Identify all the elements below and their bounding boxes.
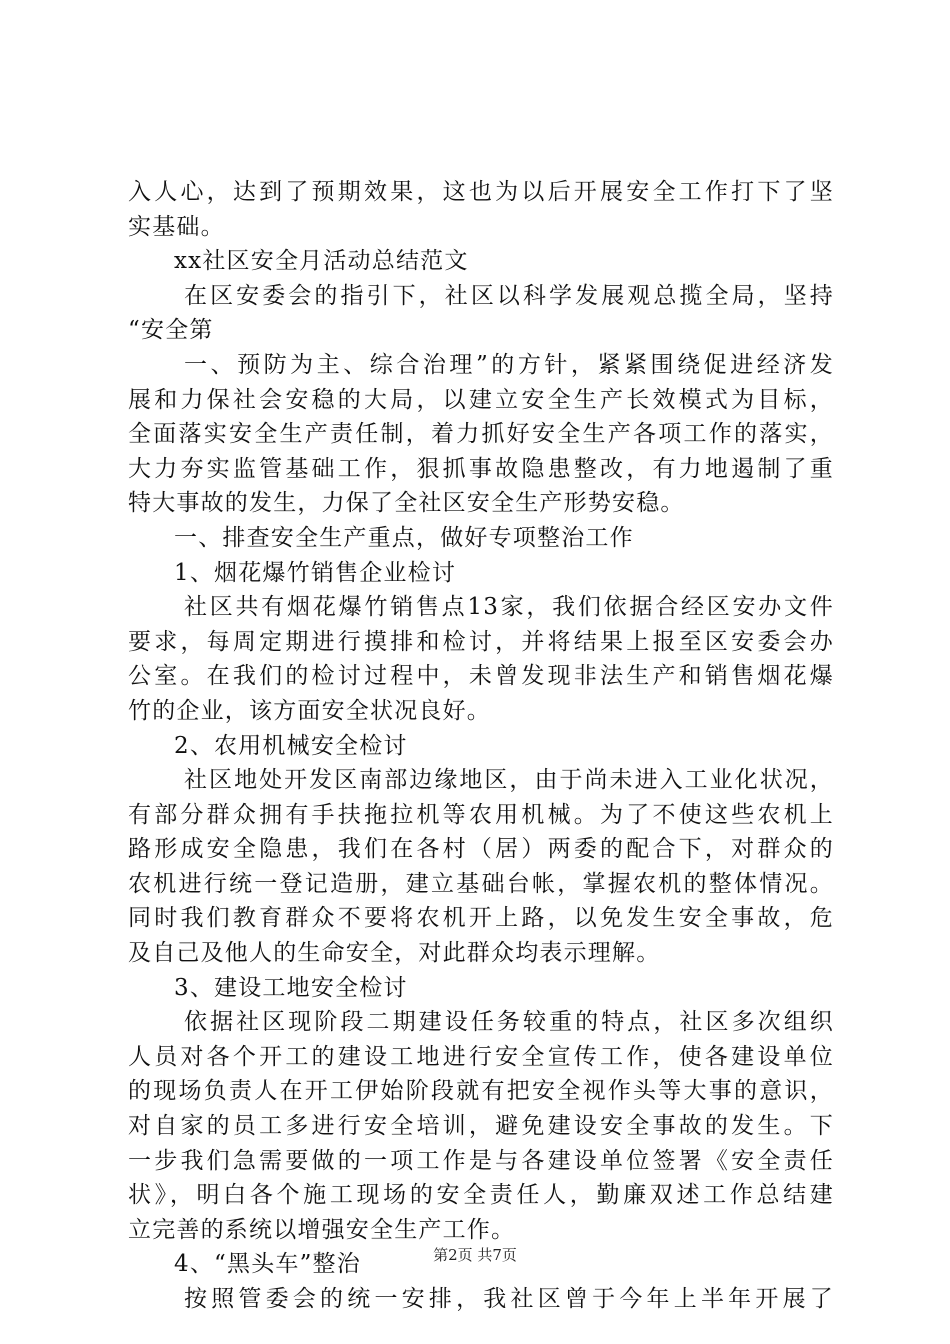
text-line: “安全第 [128, 317, 214, 344]
text-line: 展和力保社会安稳的大局，以建立安全生产长效模式为目标， [128, 386, 834, 413]
text-line: 状》，明白各个施工现场的安全责任人，勤廉双述工作总结建 [128, 1182, 834, 1209]
text-line: 要求，每周定期进行摸排和检讨，并将结果上报至区安委会办 [128, 628, 834, 655]
text-line: 路形成安全隐患，我们在各村（居）两委的配合下，对群众的 [128, 836, 834, 863]
text-line: 一步我们急需要做的一项工作是与各建设单位签署《安全责任 [128, 1147, 834, 1174]
text-line: 全面落实安全生产责任制，着力抓好安全生产各项工作的落实， [128, 421, 834, 448]
text-line: 社区共有烟花爆竹销售点13家，我们依据合经区安办文件 [184, 594, 834, 621]
text-line: 一、预防为主、综合治理”的方针，紧紧围绕促进经济发 [184, 351, 834, 378]
text-line: 3、建设工地安全检讨 [174, 974, 408, 1001]
text-line: 在区安委会的指引下，社区以科学发展观总揽全局，坚持 [184, 282, 834, 309]
text-line: 同时我们教育群众不要将农机开上路，以免发生安全事故，危 [128, 905, 834, 932]
text-line: 按照管委会的统一安排，我社区曾于今年上半年开展了 [184, 1286, 834, 1312]
text-line: 竹的企业，该方面安全状况良好。 [128, 697, 491, 724]
text-line: 有部分群众拥有手扶拖拉机等农用机械。为了不使这些农机上 [128, 801, 834, 828]
text-line: 立完善的系统以增强安全生产工作。 [128, 1216, 516, 1243]
text-line: 依据社区现阶段二期建设任务较重的特点，社区多次组织 [184, 1009, 834, 1036]
text-line: 及自己及他人的生命安全，对此群众均表示理解。 [128, 940, 661, 967]
text-line: 4、“黑头车”整治 [174, 1251, 361, 1278]
text-line: 人员对各个开工的建设工地进行安全宣传工作，使各建设单位 [128, 1043, 834, 1070]
text-line: 公室。在我们的检讨过程中，未曾发现非法生产和销售烟花爆 [128, 663, 834, 690]
text-line: 1、烟花爆竹销售企业检讨 [174, 559, 457, 586]
text-line: 对自家的员工多进行安全培训，避免建设安全事故的发生。下 [128, 1113, 834, 1140]
text-line: 一、排查安全生产重点，做好专项整治工作 [174, 524, 634, 551]
text-line: 社区地处开发区南部边缘地区，由于尚未进入工业化状况， [184, 767, 834, 794]
document-body [128, 175, 834, 1317]
text-line: 大力夯实监管基础工作，狠抓事故隐患整改，有力地遏制了重 [128, 455, 834, 482]
page-footer: 第2页 共7页 [433, 1246, 517, 1264]
text-line: 2、农用机械安全检讨 [174, 732, 408, 759]
text-line: 农机进行统一登记造册，建立基础台帐，掌握农机的整体情况。 [128, 870, 834, 897]
text-line: 特大事故的发生，力保了全社区安全生产形势安稳。 [128, 490, 685, 517]
text-line: 入人心，达到了预期效果，这也为以后开展安全工作打下了坚 [128, 179, 834, 205]
text-line: xx社区安全月活动总结范文 [174, 248, 469, 275]
text-line: 实基础。 [128, 213, 225, 240]
text-line: 的现场负责人在开工伊始阶段就有把安全视作头等大事的意识， [128, 1078, 834, 1105]
